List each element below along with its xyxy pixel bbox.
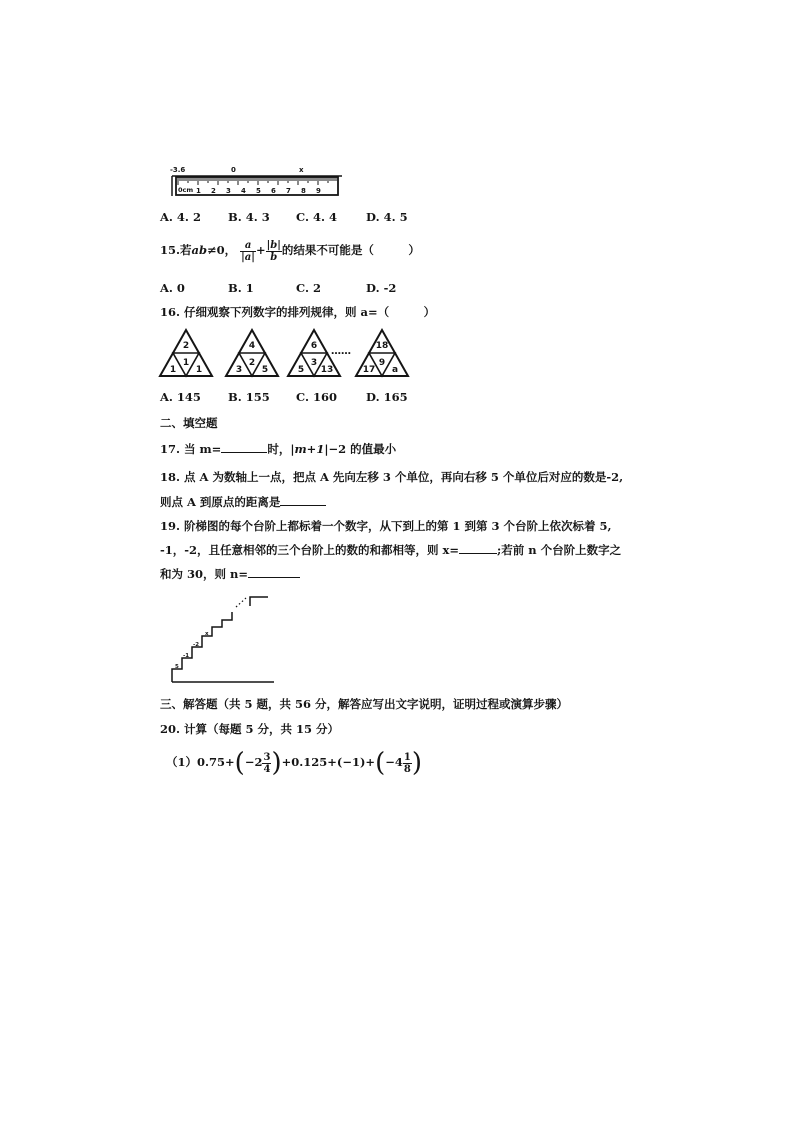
q20-f2-num: 1 xyxy=(403,751,411,763)
ruler-tick-label: 8 xyxy=(301,187,306,195)
q15-fraction-2 xyxy=(266,240,282,263)
right-paren-icon: ) xyxy=(271,748,282,778)
ruler-tick-label: 5 xyxy=(256,187,261,195)
q16-option-b: B. 155 xyxy=(228,390,270,404)
triangle-top-number: 4 xyxy=(248,341,256,351)
ruler-figure xyxy=(168,162,346,200)
q20-title: 20. 计算（每题 5 分，共 15 分） xyxy=(160,722,340,736)
ruler-tick-label: 7 xyxy=(286,187,291,195)
ruler-tick-label: 6 xyxy=(271,187,276,195)
q20-term-1: 0.75+ xyxy=(197,755,235,769)
q15-fraction-1 xyxy=(240,240,256,263)
q19-n-blank[interactable] xyxy=(248,567,300,578)
q20-f1-num: 3 xyxy=(263,751,271,763)
triangle-top-number: 2 xyxy=(182,341,190,351)
triangle-left-number: 3 xyxy=(235,365,243,375)
q20-f1-den: 4 xyxy=(263,763,271,775)
q15-frac2-num: |b| xyxy=(266,239,281,251)
q16-option-a: A. 145 xyxy=(160,390,201,404)
triangle-middle-number: 3 xyxy=(310,358,318,368)
q16-dots: …… xyxy=(331,346,351,357)
q19-line2-a: -1，-2，且任意相邻的三个台阶上的数的和都相等，则 x= xyxy=(160,543,460,557)
number-triangle xyxy=(160,330,212,376)
q14-option-d: D. 4. 5 xyxy=(366,210,408,224)
q14-option-b: B. 4. 3 xyxy=(228,210,270,224)
ruler-zero-label: 0 xyxy=(231,166,236,174)
q14-option-a: A. 4. 2 xyxy=(160,210,201,224)
q15-option-b: B. 1 xyxy=(228,281,254,295)
q20-f2-den: 8 xyxy=(403,763,411,775)
q19-stair-1-label: 5 xyxy=(175,664,179,670)
triangle-right-number: a xyxy=(391,365,399,375)
q15-suffix: 的结果不可能是（ ） xyxy=(281,243,420,257)
q15-number: 15. xyxy=(160,243,181,257)
q20-part-label: （1） xyxy=(166,755,198,769)
q15-condition: ab xyxy=(191,243,208,257)
q20-term-4: + xyxy=(365,755,376,769)
q16-question: 16. 仔细观察下列数字的排列规律，则 a=（ ） xyxy=(160,305,436,319)
q20-neg-2: −4 xyxy=(385,755,403,769)
q17-abs-expr: |m+1| xyxy=(290,442,329,456)
q19-stair-3-label: -2 xyxy=(193,642,200,648)
triangle-left-number: 1 xyxy=(169,365,177,375)
q15-frac1-den: |a| xyxy=(241,251,255,263)
right-paren-icon: ) xyxy=(411,748,422,778)
q18-answer-blank[interactable] xyxy=(280,495,326,506)
ruler-x-label: x xyxy=(299,166,304,174)
ruler-tick-label: 2 xyxy=(211,187,216,195)
q14-option-c: C. 4. 4 xyxy=(296,210,337,224)
triangle-left-number: 17 xyxy=(362,365,376,375)
q19-stair-4-label: x xyxy=(205,631,209,637)
q20-fraction-2 xyxy=(403,752,412,775)
ruler-tick-label: 3 xyxy=(226,187,231,195)
left-paren-icon: ( xyxy=(375,748,386,778)
q15-option-a: A. 0 xyxy=(160,281,185,295)
ruler-tick-label: 4 xyxy=(241,187,246,195)
number-triangle xyxy=(356,330,408,376)
q19-line2 xyxy=(160,542,621,558)
triangle-right-number: 1 xyxy=(195,365,203,375)
q16-option-d: D. 165 xyxy=(366,390,408,404)
q15-prefix: 若 xyxy=(180,243,192,257)
q15-option-c: C. 2 xyxy=(296,281,321,295)
triangle-right-number: 13 xyxy=(320,365,334,375)
left-paren-icon: ( xyxy=(234,748,245,778)
q19-x-blank[interactable] xyxy=(459,543,497,554)
q18-line2-text: 则点 A 到原点的距离是 xyxy=(160,495,281,509)
q20-term-3: (−1) xyxy=(336,755,366,769)
q15-option-d: D. -2 xyxy=(366,281,397,295)
number-triangle xyxy=(226,330,278,376)
q18-line2 xyxy=(160,494,326,510)
section3-title: 三、解答题（共 5 题，共 56 分，解答应写出文字说明，证明过程或演算步骤） xyxy=(160,697,569,711)
q17-prefix: 17. 当 m= xyxy=(160,442,222,456)
q15-frac2-den: b xyxy=(270,251,278,263)
q19-line3 xyxy=(160,566,300,582)
q17-suffix: −2 的值最小 xyxy=(328,442,397,456)
triangle-right-number: 5 xyxy=(261,365,269,375)
ruler-left-label: -3.6 xyxy=(170,166,186,174)
q17-question xyxy=(160,441,396,457)
triangle-top-number: 18 xyxy=(375,341,389,351)
q19-line1: 19. 阶梯图的每个台阶上都标着一个数字，从下到上的第 1 到第 3 个台阶上依次标着 5, xyxy=(160,519,612,533)
triangle-middle-number: 9 xyxy=(378,358,386,368)
q20-part1-expression xyxy=(166,747,422,777)
q15-question xyxy=(160,236,420,264)
q19-line3-text: 和为 30，则 n= xyxy=(160,567,249,581)
q16-triangles-figure xyxy=(150,326,420,384)
q19-line2-b: ;若前 n 个台阶上数字之 xyxy=(497,543,622,557)
triangle-top-number: 6 xyxy=(310,341,318,351)
q15-plus: + xyxy=(255,243,266,257)
section2-title: 二、填空题 xyxy=(160,416,218,430)
q15-frac1-num: a xyxy=(240,240,256,252)
ruler-tick-label: 9 xyxy=(316,187,321,195)
q15-neq: ≠0， xyxy=(207,243,237,257)
q16-option-c: C. 160 xyxy=(296,390,337,404)
ruler-unit-label: 0cm xyxy=(178,186,194,194)
triangle-middle-number: 1 xyxy=(182,358,190,368)
q19-stair-2-label: -1 xyxy=(183,653,190,659)
q20-term-2: +0.125+ xyxy=(281,755,337,769)
q19-staircase-figure xyxy=(160,590,280,686)
q18-line1: 18. 点 A 为数轴上一点，把点 A 先向左移 3 个单位，再向右移 5 个单位后对应的数是-2, xyxy=(160,470,624,484)
q17-answer-blank[interactable] xyxy=(221,442,267,453)
ruler-tick-label: 1 xyxy=(196,187,201,195)
triangle-left-number: 5 xyxy=(297,365,305,375)
q17-mid: 时， xyxy=(267,442,291,456)
triangle-middle-number: 2 xyxy=(248,358,256,368)
q20-neg-1: −2 xyxy=(244,755,263,769)
